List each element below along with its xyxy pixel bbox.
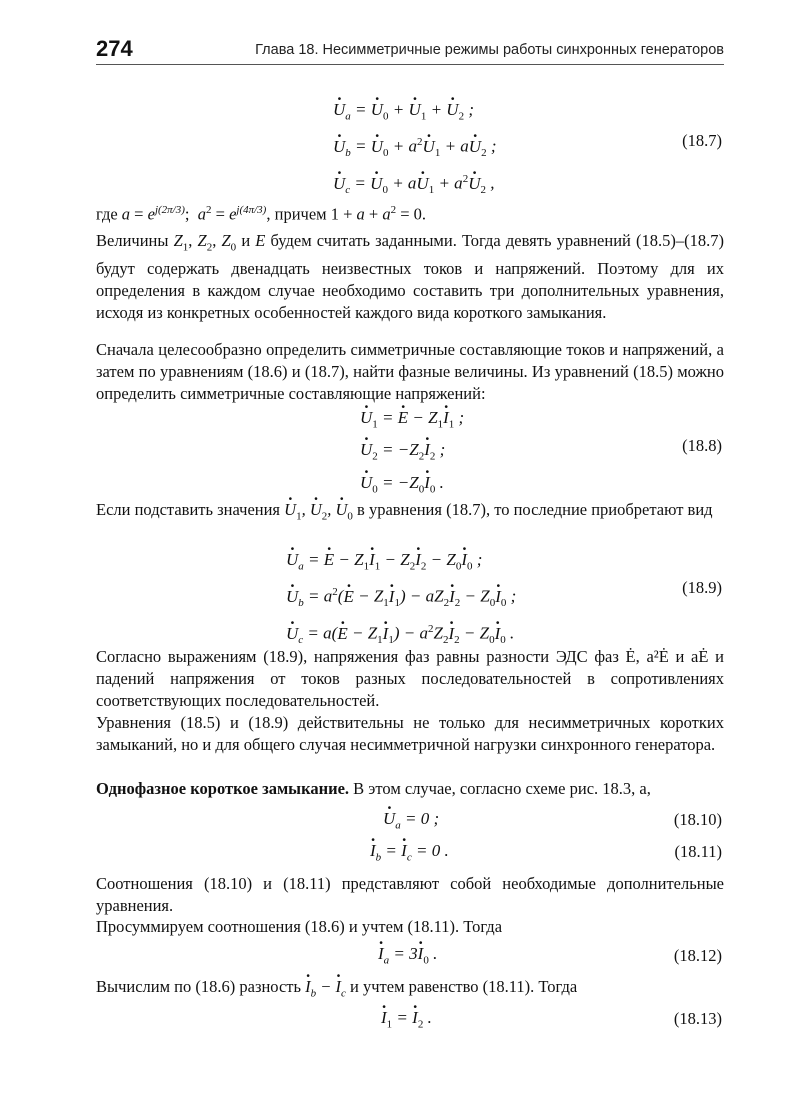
paragraph-7: Соотношения (18.10) и (18.11) представляют собой необходимые дополнительные уравнения. xyxy=(96,874,724,915)
header-rule xyxy=(96,64,724,65)
paragraph-6-rest: В этом случае, согласно схеме рис. 18.3, а, xyxy=(353,779,651,798)
paragraph-9: Вычислим по (18.6) разность · $I_b$ − · $I_c$ и учтем равенство (18.11). Тогда xyxy=(96,976,724,1004)
paragraph-9-start: Вычислим по (18.6) разность xyxy=(96,977,302,996)
page-number: 274 xyxy=(96,36,133,61)
equation-number-18-9: (18.9) xyxy=(682,578,722,597)
equation-number-18-12: (18.12) xyxy=(673,946,722,965)
paragraph-9-end: и учтем равенство (18.11). Тогда xyxy=(350,977,578,996)
equation-18-9: · $U_a$ = · $E - Z_1\cdot I_1 - Z_2\cdot I_2 - Z_0\cdot I_0$ ; · $U_b = a^2(\cdot E - Z_1\cdot I_1) - aZ_2\cdot I_2 - Z_0\cdot I_0$ ; · $U_c = a(\cdot E - Z_1\cdot I_1) - a^2Z_2\cdot I_2 - Z_0\cdot I_0$ . xyxy=(286,547,516,653)
paragraph-2: Сначала целесообразно определить симметричные составляющие токов и напряжений, а затем по уравнениям (18.6) и (18.7), найти фазные величины. Из уравнений (18.5) можно определить симметричные составляющие напряжений: xyxy=(96,340,724,403)
equation-18-8: · $U_1$ = · $E - Z_1\cdot I_1$ ; · $U_2 = -Z_2\cdot I_2$ ; · $U_0 = -Z_0\cdot I_0$ . xyxy=(360,405,464,502)
equation-18-11: · $I_b$ = · $I_c = 0$ . xyxy=(370,838,449,870)
paragraph-6 xyxy=(96,778,724,800)
paragraph-8: Просуммируем соотношения (18.6) и учтем (18.11). Тогда xyxy=(96,917,503,936)
paragraph-3-end: в уравнения (18.7), то последние приобретают вид xyxy=(357,500,713,519)
equation-number-18-7: (18.7) xyxy=(682,131,722,150)
equation-18-7: · $U_a$ = · $U_0$ + · $U_1$ + · $U_2$ ; · $U_b$ = · $U_0 + a^2\cdot U_1 + a\cdot U_2$ ; · $U_c$ = · $U_0 + a\cdot U_1 + a^2\cdot U_2$ , xyxy=(333,97,497,203)
where-a-line: где $a = e^{j(2\pi/3)}$; $a^2 = e^{j(4\pi/3)}$, причем $1 + a + a^2 = 0$. xyxy=(96,204,427,224)
section-heading-single-phase: Однофазное короткое замыкание. xyxy=(96,779,350,798)
equation-18-13: · $I_1$ = · $I_2$ . xyxy=(381,1005,432,1037)
equation-18-12: · $I_a = 3\cdot I_0$ . xyxy=(378,941,437,973)
paragraph-5: Уравнения (18.5) и (18.9) действительны не только для несимметричных коротких замыканий, но и для общего случая несимметричной нагрузки синхронного генератора. xyxy=(96,713,724,754)
paragraph-4: Согласно выражениям (18.9), напряжения фаз равны разности ЭДС фаз Ė, a²Ė и aĖ и падений напряжения от токов разных последовательностей в сопротивлениях соответствующих последовательностей. xyxy=(96,647,724,710)
equation-number-18-8: (18.8) xyxy=(682,436,722,455)
paragraph-3-start: Если подставить значения xyxy=(96,500,281,519)
equation-number-18-13: (18.13) xyxy=(673,1009,722,1028)
paragraph-1: Величины $Z_1$, $Z_2$, $Z_0$ и E будем считать заданными. Тогда девять уравнений (18.5)–(18.7) будут содержать двенадцать неизвестных токов и напряжений. Поэтому для их определения в каждом случае необходимо составить три дополнительных уравнения, исходя из конкретных особенностей каждого вида короткого замыкания. xyxy=(96,231,724,323)
chapter-title: Глава 18. Несимметричные режимы работы синхронных генераторов xyxy=(255,42,724,58)
paragraph-3: Если подставить значения · $U_1$, · $U_2$, · $U_0$ в уравнения (18.7), то последние приобретают вид xyxy=(96,499,724,527)
equation-18-10: · $U_a = 0$ ; xyxy=(383,806,439,838)
equation-number-18-11: (18.11) xyxy=(674,842,722,861)
equation-number-18-10: (18.10) xyxy=(673,810,722,829)
